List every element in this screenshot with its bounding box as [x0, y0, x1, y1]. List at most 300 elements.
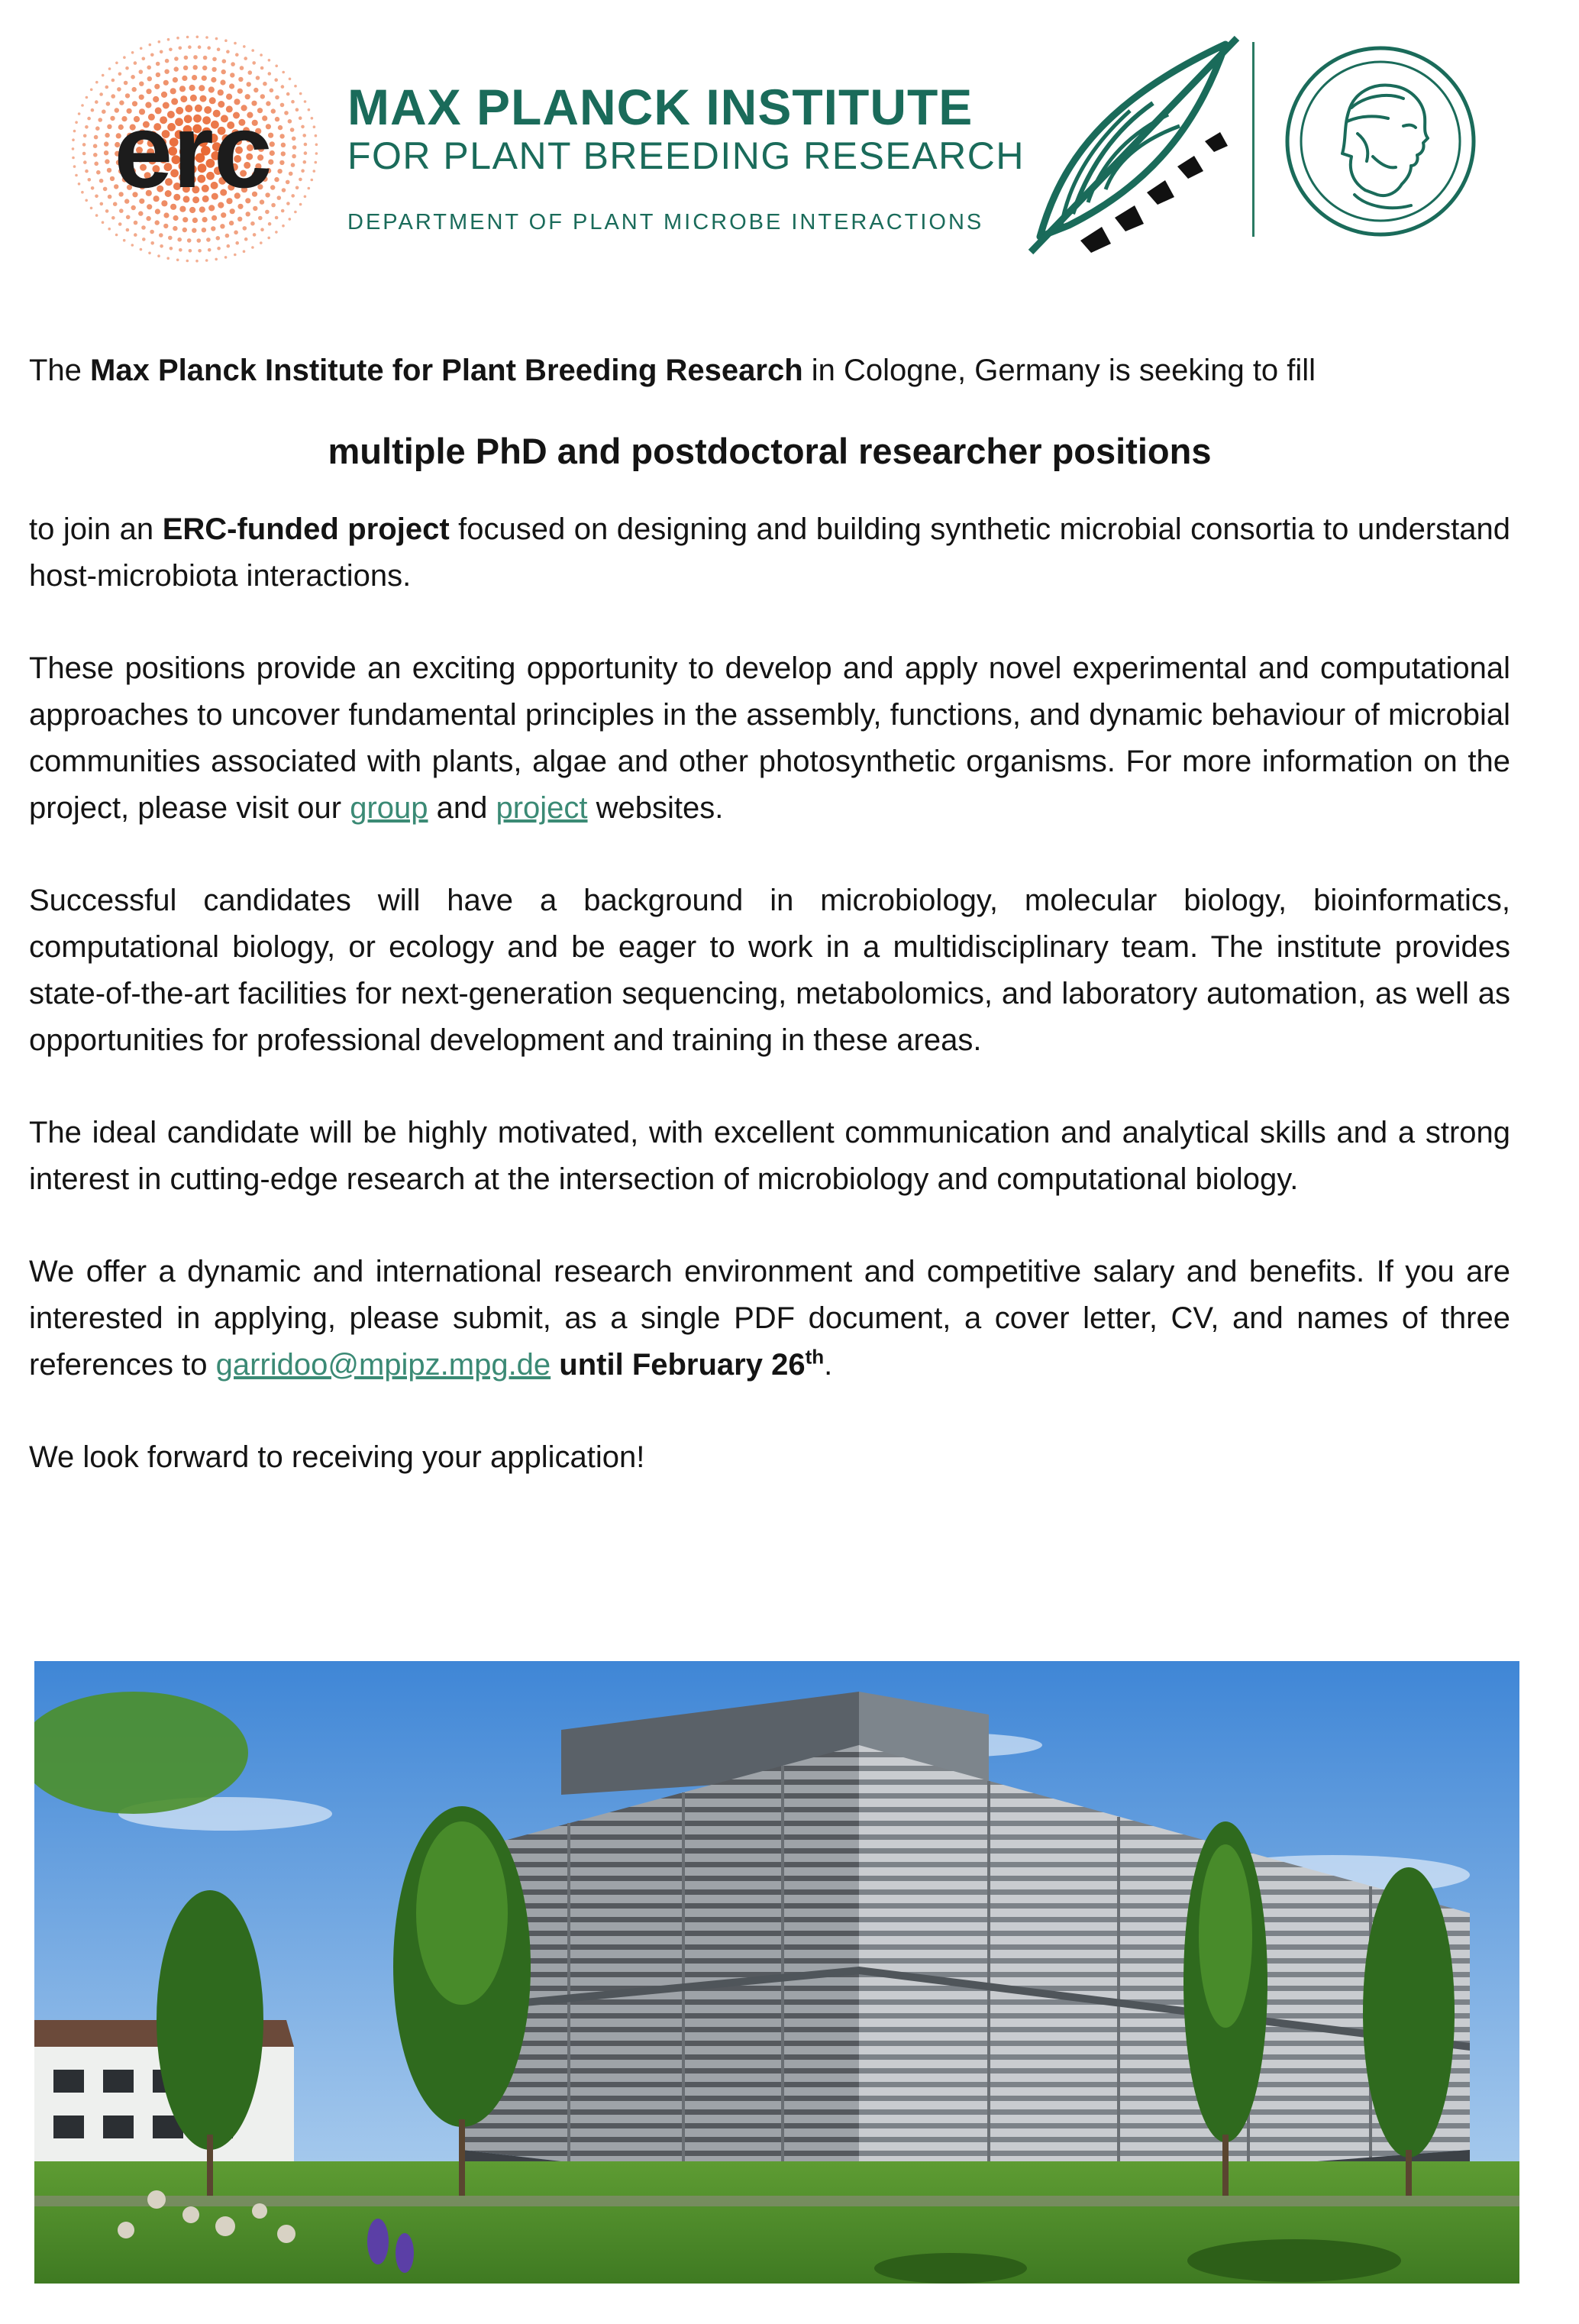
erc-dot [102, 109, 106, 114]
erc-dot [292, 137, 296, 141]
erc-dot [308, 187, 311, 190]
erc-dot [183, 66, 188, 70]
erc-dot [187, 238, 192, 243]
erc-dot [263, 82, 267, 86]
project-paragraph [29, 506, 1510, 600]
erc-dot [212, 67, 216, 72]
erc-logo [53, 23, 336, 275]
erc-dot [72, 157, 75, 160]
erc-dot [126, 228, 130, 232]
erc-dot [142, 57, 146, 61]
erc-dot [177, 238, 182, 242]
erc-dot [78, 112, 81, 115]
erc-dot [141, 225, 146, 230]
erc-dot [279, 134, 284, 138]
erc-dot [275, 95, 279, 100]
erc-dot [148, 252, 151, 255]
erc-logo-text: erc [114, 92, 273, 210]
institute-name: MAX PLANCK INSTITUTE [347, 79, 974, 135]
erc-dot [274, 78, 278, 82]
erc-dot [131, 51, 134, 54]
erc-dot [146, 216, 150, 221]
erc-dot [220, 79, 225, 85]
para5-end: . [824, 1348, 833, 1382]
erc-dot [96, 170, 101, 175]
erc-dot [102, 221, 105, 224]
erc-dot [243, 226, 247, 231]
erc-dot [315, 134, 318, 137]
erc-dot [104, 150, 108, 155]
erc-dot [160, 244, 163, 248]
erc-dot [198, 249, 202, 253]
erc-dot [238, 77, 243, 82]
erc-dot [294, 211, 297, 214]
logo-divider [1252, 42, 1254, 237]
erc-dot [85, 170, 89, 173]
erc-dot [304, 100, 307, 103]
erc-dot [234, 231, 238, 235]
erc-dot [138, 211, 143, 215]
erc-dot [173, 215, 179, 221]
erc-dot [268, 72, 272, 76]
erc-dot [140, 47, 143, 50]
erc-dot [225, 234, 230, 238]
erc-dot [182, 228, 187, 232]
erc-dot [294, 85, 297, 88]
erc-dot [147, 76, 152, 81]
erc-dot [186, 260, 189, 263]
erc-dot [99, 179, 104, 183]
erc-dot [149, 44, 152, 47]
erc-dot [115, 234, 118, 237]
erc-dot [217, 47, 221, 51]
erc-dot [260, 228, 264, 231]
erc-dot [253, 233, 257, 237]
intro-prefix: The [29, 354, 91, 387]
erc-dot [234, 254, 237, 257]
erc-dot [179, 248, 182, 252]
erc-dot [291, 163, 295, 167]
erc-dot [95, 100, 98, 104]
erc-dot [216, 236, 221, 241]
erc-dot [295, 108, 299, 112]
erc-dot [301, 169, 305, 173]
erc-dot [308, 108, 311, 112]
erc-dot [286, 202, 290, 205]
erc-dot [313, 170, 316, 173]
erc-dot [315, 152, 318, 155]
para2-and: and [428, 791, 496, 825]
erc-dot [246, 212, 250, 216]
erc-dot [260, 241, 263, 244]
para1-prefix: to join an [29, 512, 163, 546]
erc-dot [281, 85, 285, 89]
erc-dot [139, 82, 144, 86]
erc-dot [111, 79, 115, 82]
erc-dot [85, 125, 89, 129]
erc-dot [282, 188, 286, 192]
erc-dot [268, 222, 272, 226]
erc-funded-bold: ERC-funded project [162, 512, 450, 546]
erc-dot [198, 45, 202, 49]
erc-dot [189, 85, 195, 91]
erc-dot [72, 147, 75, 150]
erc-dot [237, 217, 242, 221]
erc-dot [203, 56, 208, 60]
erc-dot [179, 86, 186, 92]
erc-dot [256, 76, 260, 80]
erc-dot [235, 241, 239, 245]
erc-dot [289, 218, 292, 221]
erc-dot [251, 246, 254, 249]
plant-leaf-logo [1016, 31, 1245, 260]
erc-dot [289, 78, 292, 81]
contact-email-link[interactable]: garridoo@mpipz.mpg.de [215, 1348, 551, 1382]
erc-dot [134, 61, 137, 65]
erc-dot [192, 218, 198, 223]
erc-dot [142, 238, 146, 241]
erc-dot [126, 215, 131, 220]
erc-dot [107, 124, 111, 129]
erc-dot [229, 83, 234, 89]
institute-building-photo [34, 1661, 1519, 2284]
erc-dot [260, 66, 264, 70]
erc-dot [197, 238, 202, 243]
erc-dot [275, 65, 278, 68]
erc-dot [134, 233, 137, 237]
erc-dot [167, 38, 170, 41]
erc-dot [189, 249, 192, 253]
erc-dot [292, 154, 296, 159]
erc-dot [274, 177, 279, 182]
erc-dot [234, 42, 237, 45]
erc-dot [179, 47, 182, 50]
erc-dot [192, 75, 197, 80]
erc-dot [140, 248, 143, 251]
erc-dot [105, 159, 109, 163]
erc-dot [248, 70, 253, 75]
erc-dot [94, 162, 98, 166]
erc-dot [275, 117, 279, 121]
erc-dot [90, 89, 93, 92]
para5-text: We offer a dynamic and international research environment and competitive salary and benefits. If you are interested in applying, please submit, as a single PDF document, a cover letter, CV, and names of three references to [29, 1255, 1510, 1382]
para2-suffix: websites. [587, 791, 724, 825]
erc-dot [281, 143, 286, 147]
erc-dot [108, 228, 111, 231]
erc-dot [156, 73, 160, 77]
erc-dot [132, 87, 137, 92]
erc-dot [188, 45, 192, 49]
erc-dot [107, 168, 111, 173]
erc-dot [212, 215, 217, 221]
erc-dot [284, 111, 289, 115]
erc-dot [147, 66, 151, 70]
erc-dot [202, 66, 207, 70]
erc-dot [124, 81, 128, 86]
erc-dot [108, 195, 112, 199]
erc-dot [123, 239, 126, 242]
erc-dot [170, 247, 173, 251]
erc-dot [166, 257, 170, 260]
erc-dot [224, 256, 228, 259]
erc-dot [99, 92, 103, 96]
erc-dot [226, 50, 230, 53]
erc-dot [118, 73, 122, 76]
erc-dot [221, 212, 226, 218]
erc-dot [211, 77, 216, 82]
department-name: DEPARTMENT OF PLANT MICROBE INTERACTIONS [347, 210, 984, 234]
erc-dot [302, 134, 306, 137]
erc-dot [202, 76, 207, 81]
erc-dot [83, 134, 87, 138]
erc-dot [196, 36, 199, 39]
erc-dot [106, 102, 111, 106]
erc-dot [73, 130, 76, 133]
erc-dot [131, 244, 134, 247]
erc-dot [224, 39, 228, 42]
erc-dot [220, 224, 224, 228]
erc-dot [81, 104, 84, 107]
erc-dot [186, 36, 189, 39]
erc-dot [291, 194, 295, 198]
erc-dot [85, 199, 88, 202]
erc-dot [176, 259, 179, 262]
erc-dot [205, 259, 208, 262]
erc-dot [154, 84, 160, 89]
erc-dot [281, 151, 286, 156]
erc-dot [157, 254, 160, 257]
erc-dot [150, 230, 154, 234]
para1-suffix: focused on designing and building synthetic microbial consortia to understand host-microbiota interactions. [29, 512, 1511, 593]
erc-dot [260, 53, 263, 57]
erc-dot [247, 82, 251, 86]
positions-heading: multiple PhD and postdoctoral researcher positions [328, 431, 1212, 471]
erc-dot [303, 160, 307, 164]
institute-wordmark [347, 79, 1025, 235]
erc-dot [299, 203, 302, 206]
erc-dot [227, 244, 231, 248]
candidates-paragraph: Successful candidates will have a background in microbiology, molecular biology, bioinformatics, computational biology, or ecology and be eager to work in a multidisciplinary team. The institute provides state-of-the-art facilities for next-generation sequencing, metabolomics, and laboratory automation, as well as opportunities for professional development and training in these areas. [29, 884, 1510, 1057]
erc-dot [95, 81, 98, 84]
intro-line [29, 347, 1510, 394]
erc-dot [243, 250, 246, 253]
closing-line: We look forward to receiving your application! [29, 1440, 645, 1474]
erc-dot [304, 196, 307, 199]
erc-dot [258, 216, 263, 221]
erc-dot [108, 67, 111, 70]
erc-dot [212, 57, 217, 62]
erc-dot [282, 71, 285, 74]
erc-dot [315, 144, 318, 147]
erc-dot [173, 226, 177, 231]
erc-dot [304, 151, 308, 155]
erc-dot [299, 92, 302, 95]
erc-dot [205, 36, 208, 39]
erc-dot [281, 209, 285, 213]
erc-dot [100, 202, 104, 206]
erc-dot [211, 226, 215, 231]
erc-dot [93, 144, 98, 148]
erc-dot [193, 55, 198, 60]
page-header [0, 0, 1579, 321]
erc-dot [155, 220, 160, 225]
erc-dot [199, 85, 205, 91]
erc-dot [291, 100, 295, 104]
erc-dot [231, 62, 235, 66]
erc-dot [118, 222, 122, 226]
erc-dot [103, 187, 108, 192]
erc-dot [202, 217, 208, 222]
erc-dot [289, 172, 293, 176]
erc-dot [301, 125, 305, 129]
erc-dot [131, 75, 135, 79]
erc-dot [150, 241, 154, 245]
erc-dot [279, 160, 284, 165]
erc-dot [75, 121, 78, 124]
erc-dot [105, 209, 109, 213]
erc-dot [304, 143, 308, 147]
erc-dot [299, 116, 302, 120]
erc-dot [265, 210, 270, 215]
erc-dot [292, 145, 297, 150]
erc-dot [160, 50, 163, 54]
erc-dot [82, 152, 86, 156]
institute-name-bold: Max Planck Institute for Plant Breeding Research [90, 354, 803, 387]
erc-dot [87, 117, 91, 121]
erc-dot [150, 53, 154, 57]
erc-dot [82, 143, 86, 147]
erc-dot [184, 56, 189, 60]
erc-dot [182, 217, 188, 222]
erc-dot [164, 69, 169, 74]
erc-dot [222, 59, 227, 63]
erc-dot [277, 196, 282, 200]
erc-dot [88, 178, 92, 182]
erc-dot [81, 191, 84, 194]
erc-dot [176, 37, 179, 40]
erc-dot [280, 103, 285, 108]
erc-dot [105, 133, 109, 137]
erc-dot [95, 214, 98, 217]
erc-dot [286, 180, 290, 185]
erc-dot [91, 108, 95, 112]
erc-dot [206, 238, 211, 242]
erc-dot [277, 169, 282, 173]
erc-dot [117, 87, 121, 92]
erc-dot [202, 228, 206, 232]
erc-dot [78, 183, 81, 186]
erc-dot [290, 128, 295, 132]
erc-dot [174, 57, 179, 61]
erc-dot [230, 73, 234, 77]
erc-dot [192, 228, 196, 233]
erc-dot [168, 236, 173, 241]
erc-dot [240, 66, 244, 70]
erc-dot [267, 237, 270, 240]
erc-dot [195, 260, 199, 263]
erc-dot [288, 119, 292, 124]
erc-dot [311, 179, 314, 182]
erc-dot [295, 186, 299, 190]
institute-subtitle: FOR PLANT BREEDING RESEARCH [347, 134, 1025, 177]
erc-dot [95, 195, 98, 199]
erc-dot [134, 221, 138, 225]
erc-dot [123, 56, 126, 59]
ideal-candidate-paragraph: The ideal candidate will be highly motivated, with excellent communication and analytical skills and a strong interest in cutting-edge research at the intersection of microbiology and computational biology. [29, 1116, 1510, 1196]
erc-dot [169, 48, 173, 52]
opportunity-paragraph [29, 645, 1510, 832]
erc-dot [250, 221, 255, 226]
erc-dot [165, 59, 170, 63]
group-link[interactable]: group [350, 791, 428, 825]
erc-dot [229, 221, 234, 225]
erc-dot [115, 62, 118, 65]
erc-dot [252, 61, 256, 65]
erc-dot [217, 247, 221, 251]
erc-dot [193, 65, 198, 69]
erc-dot [286, 92, 290, 96]
erc-dot [72, 138, 75, 141]
erc-dot [221, 69, 226, 74]
erc-dot [244, 238, 248, 241]
erc-dot [163, 224, 168, 228]
para2-text: These positions provide an exciting opportunity to develop and apply novel experimental and computational approaches to uncover fundamental principles in the assembly, functions, and dynamic behaviour of microbial communities associated with plants, algae and other photosynthetic organisms. For more information on the project, please visit our [29, 651, 1510, 825]
erc-dot [102, 74, 105, 77]
erc-dot [173, 77, 178, 82]
erc-dot [275, 231, 278, 234]
erc-dot [156, 62, 160, 66]
erc-dot [174, 66, 179, 71]
deadline-bold [551, 1345, 825, 1382]
application-paragraph [29, 1249, 1510, 1388]
erc-dot [90, 207, 93, 210]
minerva-emblem-logo [1281, 42, 1480, 241]
erc-dot [299, 178, 302, 182]
erc-dot [94, 135, 98, 140]
erc-dot [244, 57, 247, 60]
erc-dot [73, 165, 76, 168]
erc-dot [163, 80, 169, 86]
erc-dot [104, 141, 108, 146]
erc-dot [243, 45, 246, 48]
erc-dot [93, 153, 98, 157]
erc-dot [163, 212, 169, 218]
erc-dot [159, 233, 163, 238]
erc-dot [215, 258, 218, 261]
announcement-body [29, 347, 1510, 1481]
erc-dot [139, 69, 144, 74]
erc-dot [86, 96, 89, 99]
erc-dot [105, 86, 109, 89]
erc-dot [268, 59, 271, 62]
erc-dot [311, 117, 314, 120]
erc-dot [208, 248, 212, 252]
erc-dot [282, 225, 285, 228]
erc-dot [313, 125, 316, 128]
erc-dot [275, 216, 279, 220]
erc-dot [91, 186, 95, 190]
deadline-text: until February 26 [551, 1348, 806, 1382]
erc-dot [75, 174, 78, 177]
erc-dot [125, 66, 129, 70]
erc-dot [95, 126, 100, 131]
erc-dot [98, 118, 102, 122]
project-link[interactable]: project [496, 791, 588, 825]
erc-dot [207, 46, 211, 50]
erc-dot [158, 40, 161, 44]
erc-dot [235, 53, 239, 57]
erc-dot [215, 37, 218, 40]
